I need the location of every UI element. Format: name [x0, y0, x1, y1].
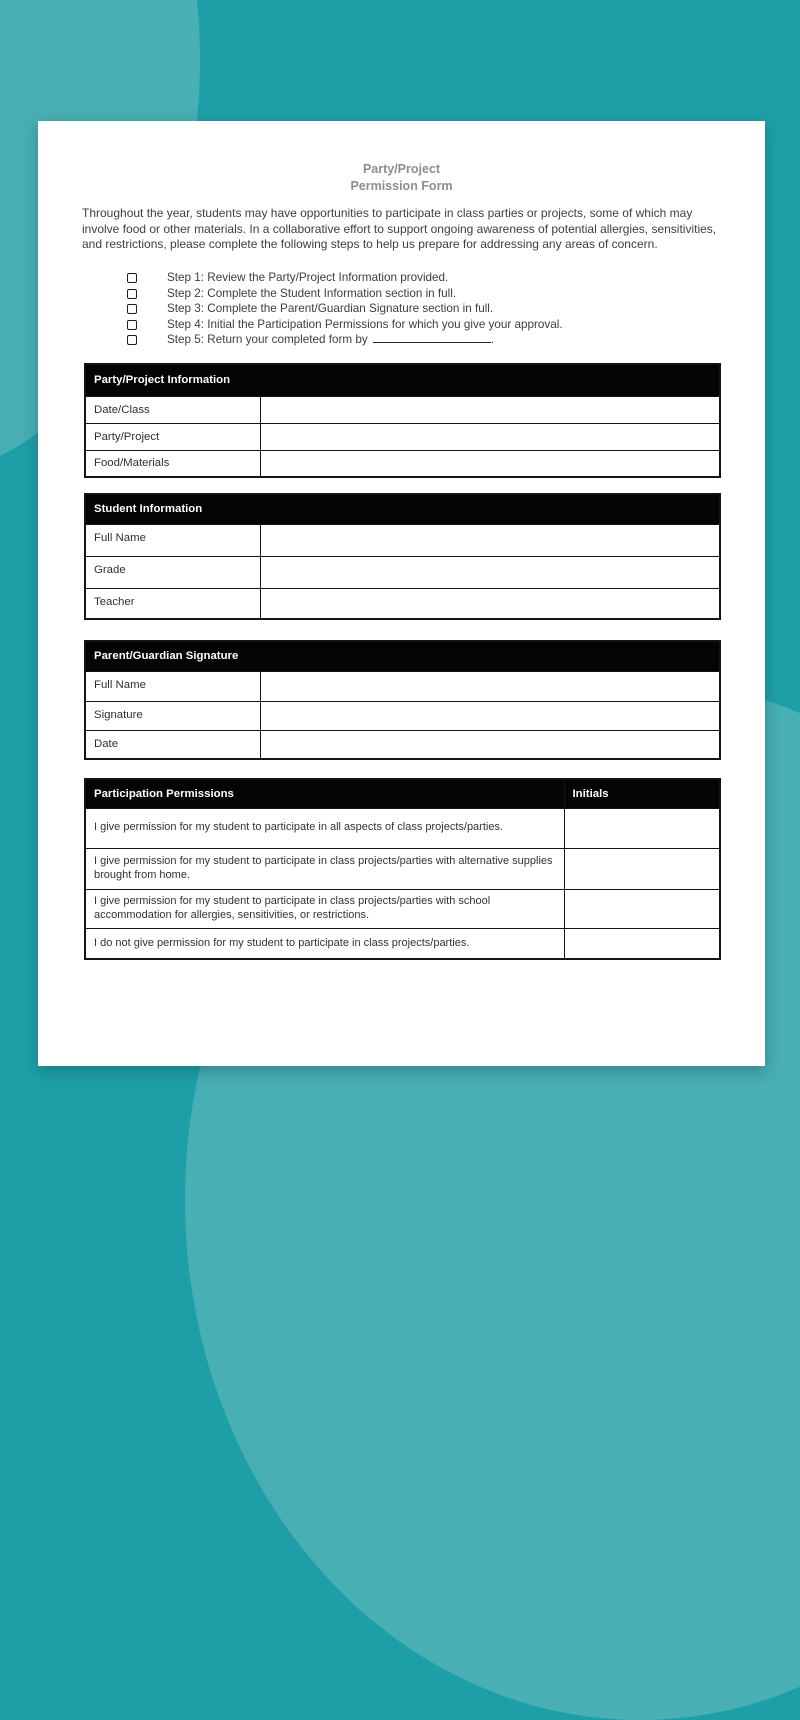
- signature-input-cell[interactable]: [260, 701, 720, 730]
- step-item-5: [127, 332, 563, 348]
- section-header-participation-permissions: Participation Permissions: [85, 779, 564, 808]
- date-input-cell[interactable]: [260, 730, 720, 759]
- table-row: [85, 524, 720, 556]
- page-title-line2: Permission Form: [350, 179, 453, 193]
- student-information-table: [84, 493, 721, 620]
- step-item-2: [127, 286, 563, 302]
- step-item-1: [127, 270, 563, 286]
- step-label: Step 3: Complete the Parent/Guardian Signature section in full.: [167, 302, 494, 316]
- party-project-input-cell[interactable]: [260, 423, 720, 450]
- permission-form-document: [38, 121, 765, 1066]
- permission-statement-no-permission: I do not give permission for my student to participate in class projects/parties.: [85, 928, 564, 959]
- permission-statement-school-accommodation: I give permission for my student to participate in class projects/parties with school accommodation for allergies, sensitivities, or restrictions.: [85, 889, 564, 928]
- field-label-date-class: Date/Class: [85, 396, 260, 423]
- step-label: Step 1: Review the Party/Project Information provided.: [167, 271, 449, 284]
- table-row: [85, 701, 720, 730]
- checkbox-icon: [127, 273, 137, 283]
- field-label-food-materials: Food/Materials: [85, 450, 260, 477]
- teacher-input-cell[interactable]: [260, 588, 720, 619]
- intro-paragraph: Throughout the year, students may have opportunities to participate in class parties or projects, some of which may involve food or other materials. In a collaborative effort to support ongoing awareness of potential allergies, sensitivities, and restrictions, please complete the following steps to help us prepare for addressing any areas of concern.: [82, 206, 717, 251]
- food-materials-input-cell[interactable]: [260, 450, 720, 477]
- section-header-guardian-signature: Parent/Guardian Signature: [85, 641, 720, 671]
- checkbox-icon: [127, 304, 137, 314]
- steps-list: [127, 270, 563, 348]
- parent-guardian-signature-table: [84, 640, 721, 760]
- table-row: [85, 396, 720, 423]
- initials-input-cell[interactable]: [564, 848, 720, 889]
- page-title: [38, 161, 765, 195]
- table-row: [85, 928, 720, 959]
- field-label-guardian-full-name: Full Name: [85, 671, 260, 701]
- step-item-4: [127, 317, 563, 333]
- step-label: Step 2: Complete the Student Information section in full.: [167, 286, 457, 300]
- table-row: [85, 730, 720, 759]
- grade-input-cell[interactable]: [260, 556, 720, 588]
- field-label-signature: Signature: [85, 701, 260, 730]
- table-row: [85, 671, 720, 701]
- table-row: [85, 848, 720, 889]
- step-item-3: [127, 301, 563, 317]
- page-title-line1: Party/Project: [362, 162, 441, 176]
- date-class-input-cell[interactable]: [260, 396, 720, 423]
- return-date-blank[interactable]: [373, 339, 491, 343]
- step-label-suffix: .: [490, 333, 495, 347]
- table-row: [85, 450, 720, 477]
- party-project-information-table: [84, 363, 721, 478]
- checkbox-icon: [127, 289, 137, 299]
- field-label-party-project: Party/Project: [85, 423, 260, 450]
- field-label-grade: Grade: [85, 556, 260, 588]
- section-header-student-info: Student Information: [85, 494, 720, 524]
- initials-input-cell[interactable]: [564, 928, 720, 959]
- step-label: Step 5: Return your completed form by: [167, 333, 368, 347]
- field-label-teacher: Teacher: [85, 588, 260, 619]
- participation-permissions-table: [84, 778, 721, 960]
- permission-statement-all-aspects: I give permission for my student to participate in all aspects of class projects/parties.: [85, 808, 564, 848]
- section-header-party-info: Party/Project Information: [85, 364, 720, 396]
- field-label-student-full-name: Full Name: [85, 524, 260, 556]
- table-row: [85, 556, 720, 588]
- checkbox-icon: [127, 320, 137, 330]
- initials-input-cell[interactable]: [564, 808, 720, 848]
- column-header-initials: Initials: [564, 779, 720, 808]
- student-full-name-input-cell[interactable]: [260, 524, 720, 556]
- step-label: Step 4: Initial the Participation Permissions for which you give your approval.: [167, 317, 563, 331]
- field-label-date: Date: [85, 730, 260, 759]
- checkbox-icon: [127, 335, 137, 345]
- table-row: [85, 889, 720, 928]
- table-row: [85, 423, 720, 450]
- guardian-full-name-input-cell[interactable]: [260, 671, 720, 701]
- table-row: [85, 588, 720, 619]
- table-row: [85, 808, 720, 848]
- initials-input-cell[interactable]: [564, 889, 720, 928]
- permission-statement-alternative-supplies: I give permission for my student to participate in class projects/parties with alternative supplies brought from home.: [85, 848, 564, 889]
